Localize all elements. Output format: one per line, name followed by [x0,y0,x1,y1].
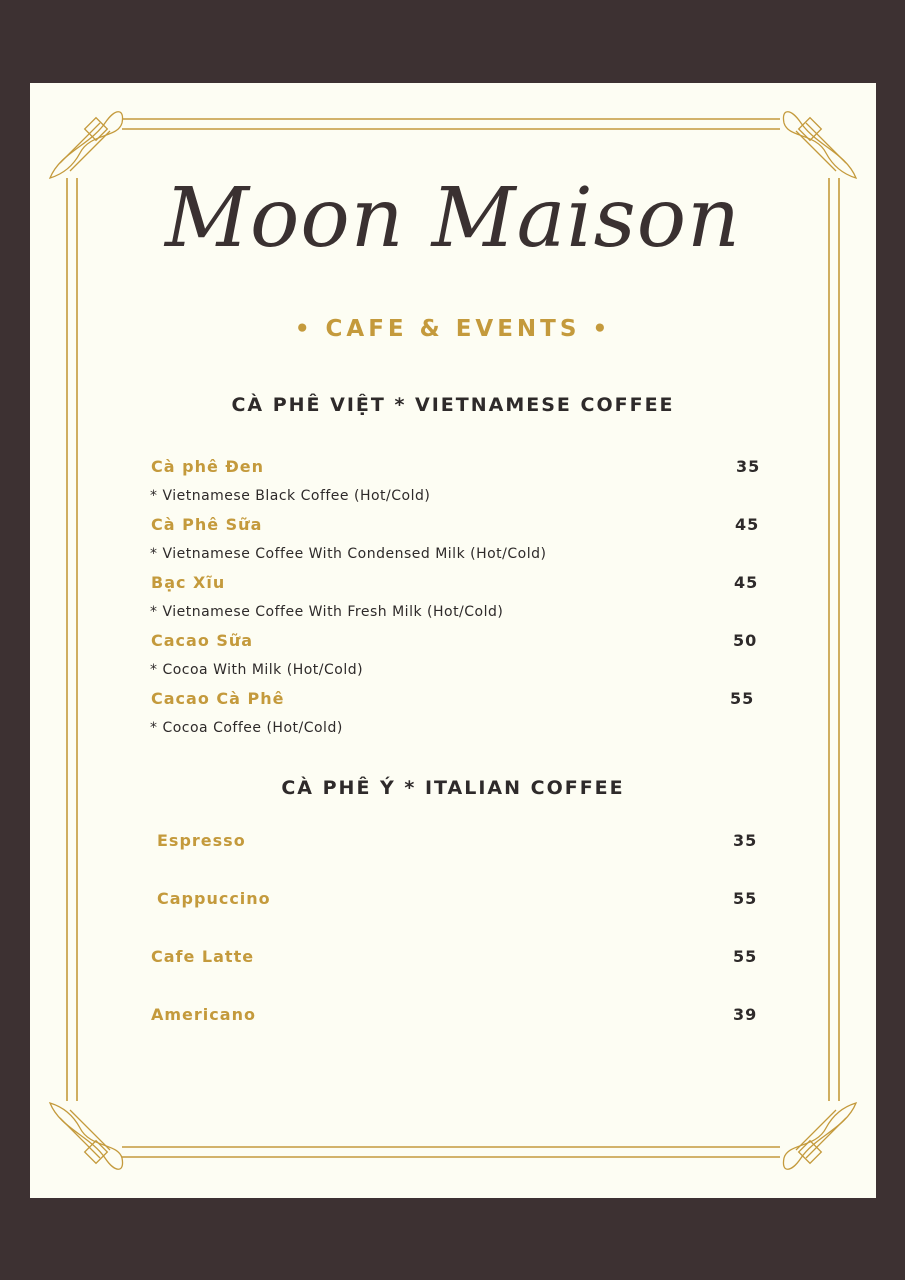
menu-item-price: 39 [733,1005,758,1024]
menu-item-price: 55 [733,889,758,908]
section-title-italian-coffee: CÀ PHÊ Ý * ITALIAN COFFEE [281,777,625,799]
menu-item-name: Cacao Cà Phê [151,689,285,708]
menu-item-price: 35 [733,831,758,850]
corner-ornament-icon [783,112,856,178]
menu-item-name: Cappuccino [157,889,271,908]
menu-item-price: 45 [735,515,760,534]
menu-item-name: Americano [151,1005,256,1024]
menu-item-name: Cà Phê Sữa [151,515,263,534]
menu-item-price: 35 [736,457,761,476]
menu-item-description: * Vietnamese Coffee With Fresh Milk (Hot/Cold) [150,604,504,620]
menu-item-name: Cafe Latte [151,947,255,966]
corner-ornament-icon [50,1103,123,1169]
menu-item-name: Espresso [157,831,246,850]
menu-item-price: 55 [733,947,758,966]
menu-item-price: 45 [734,573,759,592]
menu-item-price: 55 [730,689,755,708]
menu-item-price: 50 [733,631,758,650]
menu-item-description: * Vietnamese Black Coffee (Hot/Cold) [150,488,431,504]
menu-item-name: Cà phê Đen [151,457,265,476]
menu-page [30,83,876,1198]
corner-ornament-icon [783,1103,856,1169]
menu-item-name: Cacao Sữa [151,631,254,650]
menu-item-description: * Vietnamese Coffee With Condensed Milk (Hot/Cold) [150,546,547,562]
menu-item-name: Bạc Xĩu [151,573,226,592]
corner-ornament-icon [50,112,123,178]
menu-item-description: * Cocoa With Milk (Hot/Cold) [150,662,364,678]
brand-subtitle: • CAFE & EVENTS • [294,316,612,342]
section-title-vietnamese-coffee: CÀ PHÊ VIỆT * VIETNAMESE COFFEE [231,394,675,416]
menu-item-description: * Cocoa Coffee (Hot/Cold) [150,720,343,736]
brand-title: Moon Maison [165,171,741,266]
